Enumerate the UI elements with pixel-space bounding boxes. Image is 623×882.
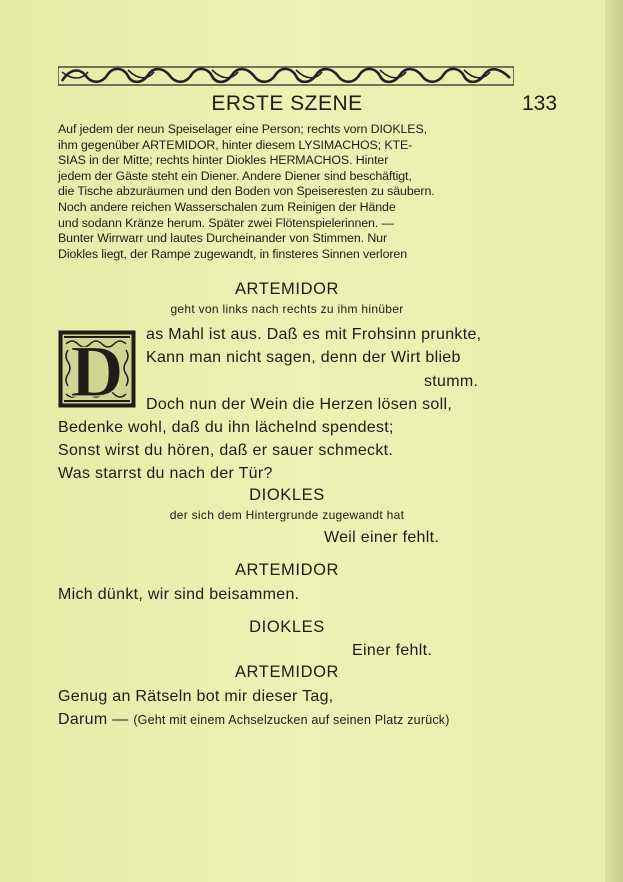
stage-line: die Tische abzuräumen und den Boden von Speiseresten zu säubern. — [58, 184, 435, 199]
verse-line: Doch nun der Wein die Herzen lösen soll, — [146, 396, 453, 413]
verse-line: Kann man nicht sagen, denn der Wirt blieb — [146, 349, 461, 366]
verse-line: Was starrst du nach der Tür? — [58, 465, 273, 482]
verse-line — [58, 711, 450, 729]
stage-line: ihm gegenüber ARTEMIDOR, hinter diesem LYSIMACHOS; KTE- — [58, 137, 413, 152]
stage-line: SIAS in der Mitte; rechts hinter Diokles HERMACHOS. Hinter — [58, 153, 389, 168]
drop-cap-letter: D — [70, 331, 124, 408]
page-edge — [605, 0, 623, 882]
stage-line: und sodann Kränze herum. Später zwei Flötenspielerinnen. — — [58, 215, 394, 230]
verse-line: Einer fehlt. — [352, 642, 433, 659]
speaker-direction: geht von links nach rechts zu ihm hinüber — [170, 302, 404, 316]
stage-line: Bunter Wirrwarr und lautes Durcheinander von Stimmen. Nur — [58, 231, 387, 246]
stage-line: jedem der Gäste steht ein Diener. Andere Diener sind beschäftigt, — [58, 168, 412, 183]
page-number: 133 — [522, 92, 558, 115]
speaker-name: DIOKLES — [249, 486, 325, 504]
stage-line: Diokles liegt, der Rampe zugewandt, in finsteres Sinnen verloren — [58, 246, 407, 261]
scene-heading: ERSTE SZENE — [211, 92, 363, 115]
stage-line: Auf jedem der neun Speiselager eine Person; rechts vorn DIOKLES, — [58, 122, 427, 136]
speaker-name: DIOKLES — [249, 618, 325, 636]
verse-text: Darum — — [58, 711, 129, 728]
inline-stage-direction: (Geht mit einem Achselzucken auf seinen Platz zurück) — [133, 713, 450, 727]
verse-line: Genug an Rätseln bot mir dieser Tag, — [58, 688, 334, 705]
speaker-name: ARTEMIDOR — [234, 561, 340, 579]
verse-line: stumm. — [424, 373, 479, 390]
ornamental-border — [58, 66, 514, 86]
verse-line: Mich dünkt, wir sind beisammen. — [58, 586, 300, 603]
stage-line: Noch andere reichen Wasserschalen zum Reinigen der Hände — [58, 199, 396, 214]
drop-cap-d — [58, 330, 136, 408]
verse-line: Sonst wirst du hören, daß er sauer schmeckt. — [58, 442, 394, 459]
speaker-name: ARTEMIDOR — [234, 280, 340, 298]
verse-line: Bedenke wohl, daß du ihn lächelnd spendest; — [58, 419, 394, 436]
verse-line: as Mahl ist aus. Daß es mit Frohsinn prunkte, — [146, 326, 482, 343]
stage-direction — [58, 122, 513, 262]
speaker-name: ARTEMIDOR — [234, 663, 340, 681]
speaker-direction: der sich dem Hintergrunde zugewandt hat — [169, 508, 405, 522]
verse-line: Weil einer fehlt. — [324, 529, 440, 546]
